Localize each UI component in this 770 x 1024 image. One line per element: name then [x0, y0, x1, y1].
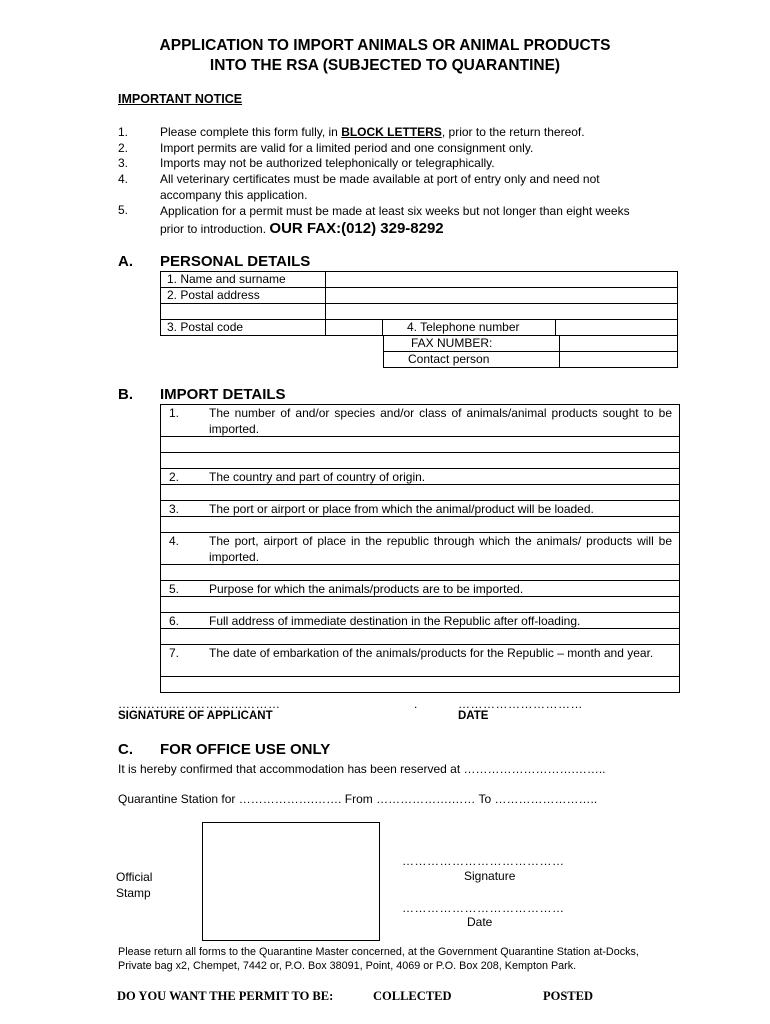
- official-stamp-label: [116, 869, 152, 901]
- question-number: 1.: [169, 406, 180, 420]
- quarantine-station-line: Quarantine Station for ……………….……. From ……………….…… To ……………………..: [118, 792, 598, 806]
- notice-number: 2.: [118, 141, 129, 155]
- question-text: The port, airport of place in the republic through which the animals/ products will be imported.: [209, 534, 672, 564]
- office-signature-line[interactable]: …………………………………: [402, 854, 565, 868]
- question-text: Full address of immediate destination in the Republic after off-loading.: [209, 614, 581, 628]
- import-question-row: [161, 469, 679, 485]
- form-title-line-2: INTO THE RSA (SUBJECTED TO QUARANTINE): [209, 57, 561, 74]
- name-field[interactable]: [326, 272, 678, 288]
- important-notice-heading: IMPORTANT NOTICE: [118, 92, 243, 106]
- postal-address-field-2[interactable]: [326, 304, 678, 320]
- answer-field[interactable]: [161, 485, 679, 501]
- notice-number: 1.: [118, 125, 129, 139]
- answer-field[interactable]: [161, 629, 679, 645]
- signature-of-applicant-label: SIGNATURE OF APPLICANT: [118, 710, 273, 722]
- notice-number: 4.: [118, 172, 129, 186]
- import-question-row: [161, 405, 679, 437]
- official-stamp-line-2: Stamp: [116, 886, 151, 900]
- question-number: 2.: [169, 470, 180, 484]
- question-text: The number of and/or species and/or class of animals/animal products sought to be imported.: [209, 406, 672, 436]
- notice-item-2: Import permits are valid for a limited period and one consignment only.: [160, 141, 534, 155]
- import-question-row: [161, 501, 679, 517]
- postal-address-field[interactable]: [326, 288, 678, 304]
- import-question-row: [161, 581, 679, 597]
- notice-item-1-post: , prior to the return thereof.: [441, 125, 585, 139]
- notice-item-4: All veterinary certificates must be made available at port of entry only and need not accompany this application.: [160, 172, 600, 202]
- answer-field[interactable]: [161, 565, 679, 581]
- personal-details-table-2: [160, 319, 678, 336]
- contact-person-field[interactable]: [560, 352, 678, 368]
- answer-field[interactable]: [161, 437, 679, 453]
- section-c-title: FOR OFFICE USE ONLY: [160, 741, 331, 758]
- question-number: 5.: [169, 582, 180, 596]
- question-text: The country and part of country of origin.: [209, 470, 426, 484]
- block-letters-emphasis: BLOCK LETTERS: [341, 125, 442, 139]
- fax-field[interactable]: [560, 336, 678, 352]
- question-number: 4.: [169, 534, 180, 548]
- telephone-field[interactable]: [556, 320, 678, 336]
- question-text: Purpose for which the animals/products are to be imported.: [209, 582, 524, 596]
- section-a-letter: A.: [118, 253, 133, 270]
- postal-code-label: 3. Postal code: [161, 320, 326, 336]
- import-question-row: [161, 613, 679, 629]
- postal-address-continued: [161, 304, 326, 320]
- personal-details-table: [160, 271, 678, 320]
- answer-field[interactable]: [161, 597, 679, 613]
- official-stamp-line-1: Official: [116, 870, 153, 884]
- separator-dot: .: [414, 697, 418, 711]
- permit-collected-option[interactable]: COLLECTED: [373, 989, 452, 1003]
- notice-item-1: [160, 125, 660, 141]
- question-text: The date of embarkation of the animals/products for the Republic – month and year.: [209, 646, 654, 660]
- applicant-signature-line[interactable]: …………………………………: [118, 697, 281, 711]
- postal-code-field[interactable]: [326, 320, 383, 336]
- question-number: 7.: [169, 646, 180, 660]
- fax-number-callout: OUR FAX:(012) 329-8292: [269, 220, 444, 237]
- fax-label: FAX NUMBER:: [384, 336, 560, 352]
- telephone-label: 4. Telephone number: [383, 320, 556, 336]
- return-instructions: Please return all forms to the Quarantine Master concerned, at the Government Quarantine Station at-Docks, Private bag x2, Chempet, 7442 or, P.O. Box 38091, Point, 4069 or P.O. Box 208, Kempton Park.: [118, 946, 639, 972]
- official-stamp-box: [202, 822, 380, 941]
- notice-item-5-text: Application for a permit must be made at least six weeks but not longer than eight weeks prior to introduction.: [160, 204, 630, 236]
- import-question-row: [161, 645, 679, 677]
- section-b-title: IMPORT DETAILS: [160, 386, 286, 403]
- question-number: 6.: [169, 614, 180, 628]
- answer-field[interactable]: [161, 517, 679, 533]
- question-number: 3.: [169, 502, 180, 516]
- answer-field[interactable]: [161, 453, 679, 469]
- import-details-table: [160, 404, 680, 693]
- office-signature-label: Signature: [464, 869, 516, 883]
- notice-number: 5.: [118, 203, 129, 217]
- date-line[interactable]: …………………………: [458, 697, 583, 711]
- permit-question: DO YOU WANT THE PERMIT TO BE:: [117, 989, 334, 1003]
- section-b-letter: B.: [118, 386, 133, 403]
- form-title-line-1: APPLICATION TO IMPORT ANIMALS OR ANIMAL PRODUCTS: [159, 37, 611, 54]
- notice-item-5: [160, 203, 642, 238]
- accommodation-confirmation: It is hereby confirmed that accommodation has been reserved at ……………………….……..: [118, 762, 606, 776]
- notice-item-3: Imports may not be authorized telephonically or telegraphically.: [160, 156, 495, 170]
- office-date-label: Date: [467, 915, 493, 929]
- section-c-letter: C.: [118, 741, 133, 758]
- postal-address-label: 2. Postal address: [161, 288, 326, 304]
- date-label: DATE: [458, 710, 489, 722]
- contact-person-label: Contact person: [384, 352, 560, 368]
- permit-posted-option[interactable]: POSTED: [543, 989, 594, 1003]
- import-question-row: [161, 533, 679, 565]
- answer-field[interactable]: [161, 677, 679, 692]
- fax-contact-table: [383, 335, 678, 368]
- name-label: 1. Name and surname: [161, 272, 326, 288]
- question-text: The port or airport or place from which the animal/product will be loaded.: [209, 502, 594, 516]
- notice-number: 3.: [118, 156, 129, 170]
- office-date-line[interactable]: …………………………………: [402, 901, 565, 915]
- section-a-title: PERSONAL DETAILS: [160, 253, 311, 270]
- notice-item-1-pre: Please complete this form fully, in: [160, 125, 342, 139]
